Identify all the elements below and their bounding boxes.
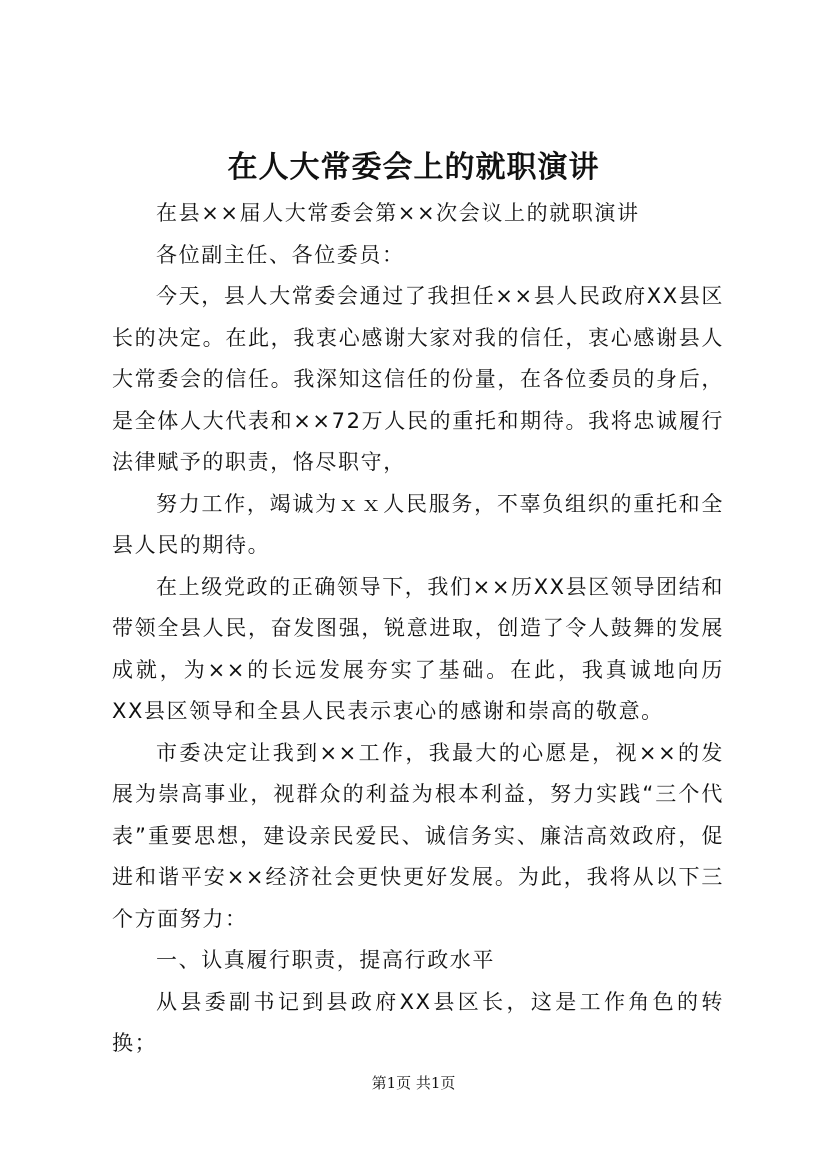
paragraph-4: 市委决定让我到××工作，我最大的心愿是，视××的发展为崇高事业，视群众的利益为根本利益，努力实践“三个代表”重要思想，建设亲民爱民、诚信务实、廉洁高效政府，促进和谐平安××经济社会更快更好发展。为此，我将从以下三个方面努力： [112,740,724,931]
paragraph-5: 从县委副书记到县政府XX县区长，这是工作角色的转换； [112,989,724,1055]
page-number: 第1页 共1页 [371,1074,456,1092]
paragraph-subtitle: 在县××届人大常委会第××次会议上的就职演讲 [156,201,640,225]
document-body [112,193,724,1065]
section-heading-1: 一、认真履行职责，提高行政水平 [156,948,495,972]
paragraph-salutation: 各位副主任、各位委员： [156,242,405,267]
paragraph-1: 今天，县人大常委会通过了我担任××县人民政府XX县区长的决定。在此，我衷心感谢大家对我的信任，衷心感谢县人大常委会的信任。我深知这信任的份量，在各位委员的身后，是全体人大代表和××72万人民的重托和期待。我将忠诚履行法律赋予的职责，恪尽职守， [112,284,724,474]
paragraph-2: 努力工作，竭诚为ｘｘ人民服务，不辜负组织的重托和全县人民的期待。 [112,491,724,557]
document-title: 在人大常委会上的就职演讲 [227,150,600,185]
paragraph-3: 在上级党政的正确领导下，我们××历XX县区领导团结和带领全县人民，奋发图强，锐意进取，创造了令人鼓舞的发展成就，为××的长远发展夯实了基础。在此，我真诚地向历XX县区领导和全县人民表示衷心的感谢和崇高的敬意。 [112,574,724,723]
